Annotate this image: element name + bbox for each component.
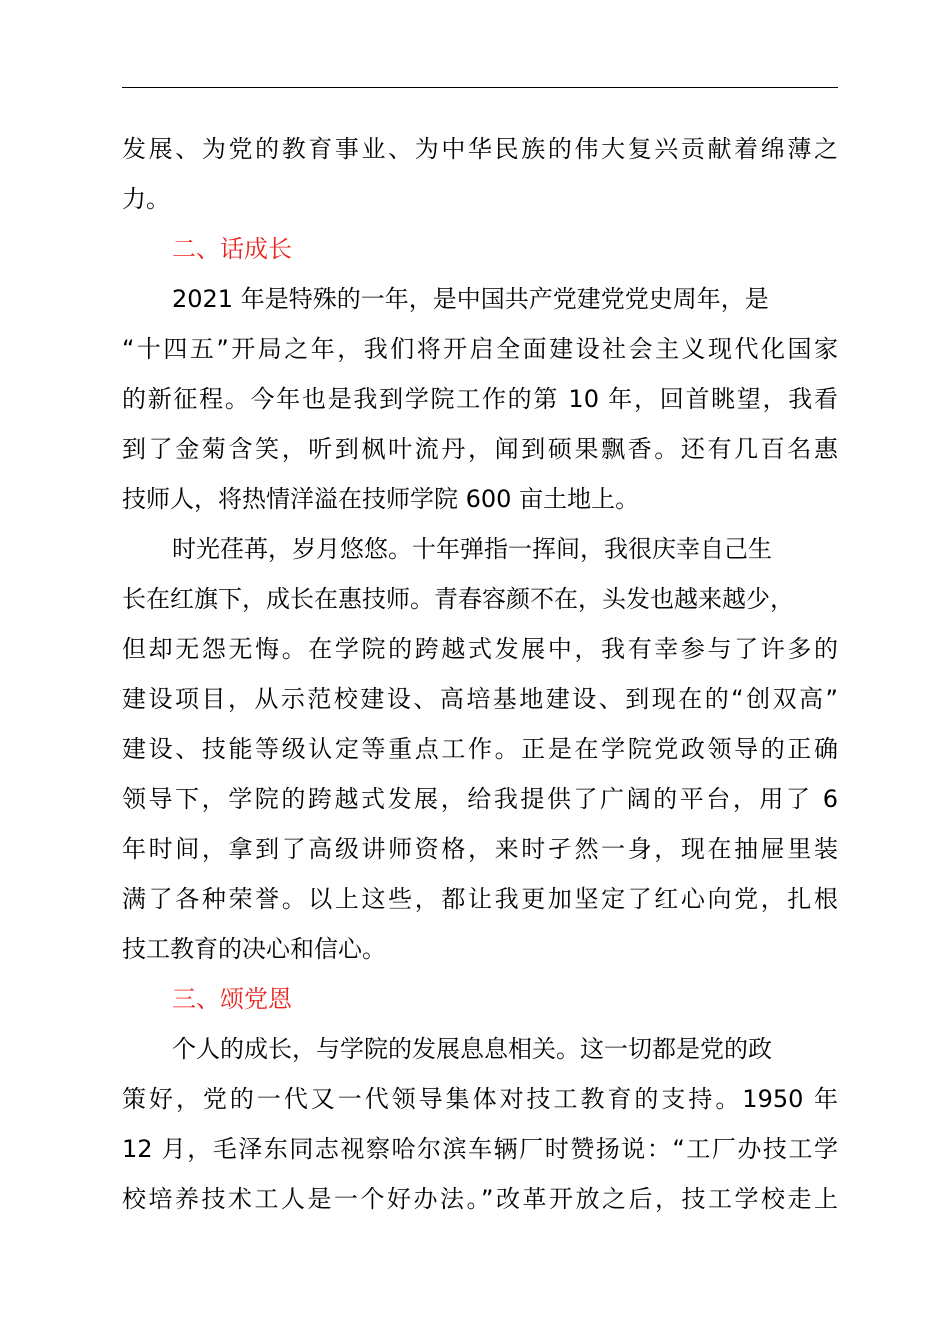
text-line <box>122 924 838 974</box>
text-line <box>122 774 838 824</box>
text-line <box>122 624 838 674</box>
text-line-content: 时光荏苒，岁月悠悠。十年弹指一挥间，我很庆幸自己生 <box>172 535 772 563</box>
text-line <box>122 524 838 574</box>
text-line <box>122 1124 838 1174</box>
text-line-content: 的新征程。今年也是我到学院工作的第 10 年，回首眺望，我看 <box>122 385 838 413</box>
text-line-content: 2021 年是特殊的一年，是中国共产党建党党史周年，是 <box>172 285 769 313</box>
text-line <box>122 274 838 324</box>
text-line <box>122 1024 838 1074</box>
header-rule <box>122 87 838 88</box>
text-line <box>122 1174 838 1224</box>
text-line-content: 发展、为党的教育事业、为中华民族的伟大复兴贡献着绵薄之 <box>122 135 838 163</box>
text-line-content: 力。 <box>122 185 170 213</box>
text-line <box>122 574 838 624</box>
text-line-content: 策好，党的一代又一代领导集体对技工教育的支持。1950 年 <box>122 1085 838 1113</box>
text-line-content: 到了金菊含笑，听到枫叶流丹，闻到硕果飘香。还有几百名惠 <box>122 435 838 463</box>
text-line-content: 校培养技术工人是一个好办法。”改革开放之后，技工学校走上 <box>122 1185 838 1213</box>
text-line-content: 建设项目，从示范校建设、高培基地建设、到现在的“创双高” <box>122 685 838 713</box>
text-line-content: 领导下，学院的跨越式发展，给我提供了广阔的平台，用了 6 <box>122 785 838 813</box>
text-line-content: 技师人，将热情洋溢在技师学院 600 亩土地上。 <box>122 485 640 513</box>
text-line <box>122 824 838 874</box>
text-line <box>122 1074 838 1124</box>
text-line <box>122 724 838 774</box>
text-line <box>122 124 838 174</box>
text-line <box>122 424 838 474</box>
text-line-content: 年时间，拿到了高级讲师资格，来时孑然一身，现在抽屉里装 <box>122 835 838 863</box>
text-line <box>122 324 838 374</box>
text-line-content: 长在红旗下，成长在惠技师。青春容颜不在，头发也越来越少， <box>122 585 794 613</box>
document-body <box>122 124 838 1224</box>
text-line-content: 建设、技能等级认定等重点工作。正是在学院党政领导的正确 <box>122 735 838 763</box>
section-heading: 三、颂党恩 <box>172 985 292 1013</box>
text-line-content: 12 月，毛泽东同志视察哈尔滨车辆厂时赞扬说：“工厂办技工学 <box>122 1135 838 1163</box>
text-line <box>122 174 838 224</box>
text-line <box>122 474 838 524</box>
text-line <box>122 374 838 424</box>
text-line <box>122 674 838 724</box>
section-heading: 二、话成长 <box>172 235 292 263</box>
text-line-content: “十四五”开局之年，我们将开启全面建设社会主义现代化国家 <box>122 335 838 363</box>
text-line-content: 满了各种荣誉。以上这些，都让我更加坚定了红心向党，扎根 <box>122 885 838 913</box>
text-line-content: 个人的成长，与学院的发展息息相关。这一切都是党的政 <box>172 1035 772 1063</box>
text-line-content: 但却无怨无悔。在学院的跨越式发展中，我有幸参与了许多的 <box>122 635 838 663</box>
text-line <box>122 874 838 924</box>
text-line-content: 技工教育的决心和信心。 <box>122 935 386 963</box>
